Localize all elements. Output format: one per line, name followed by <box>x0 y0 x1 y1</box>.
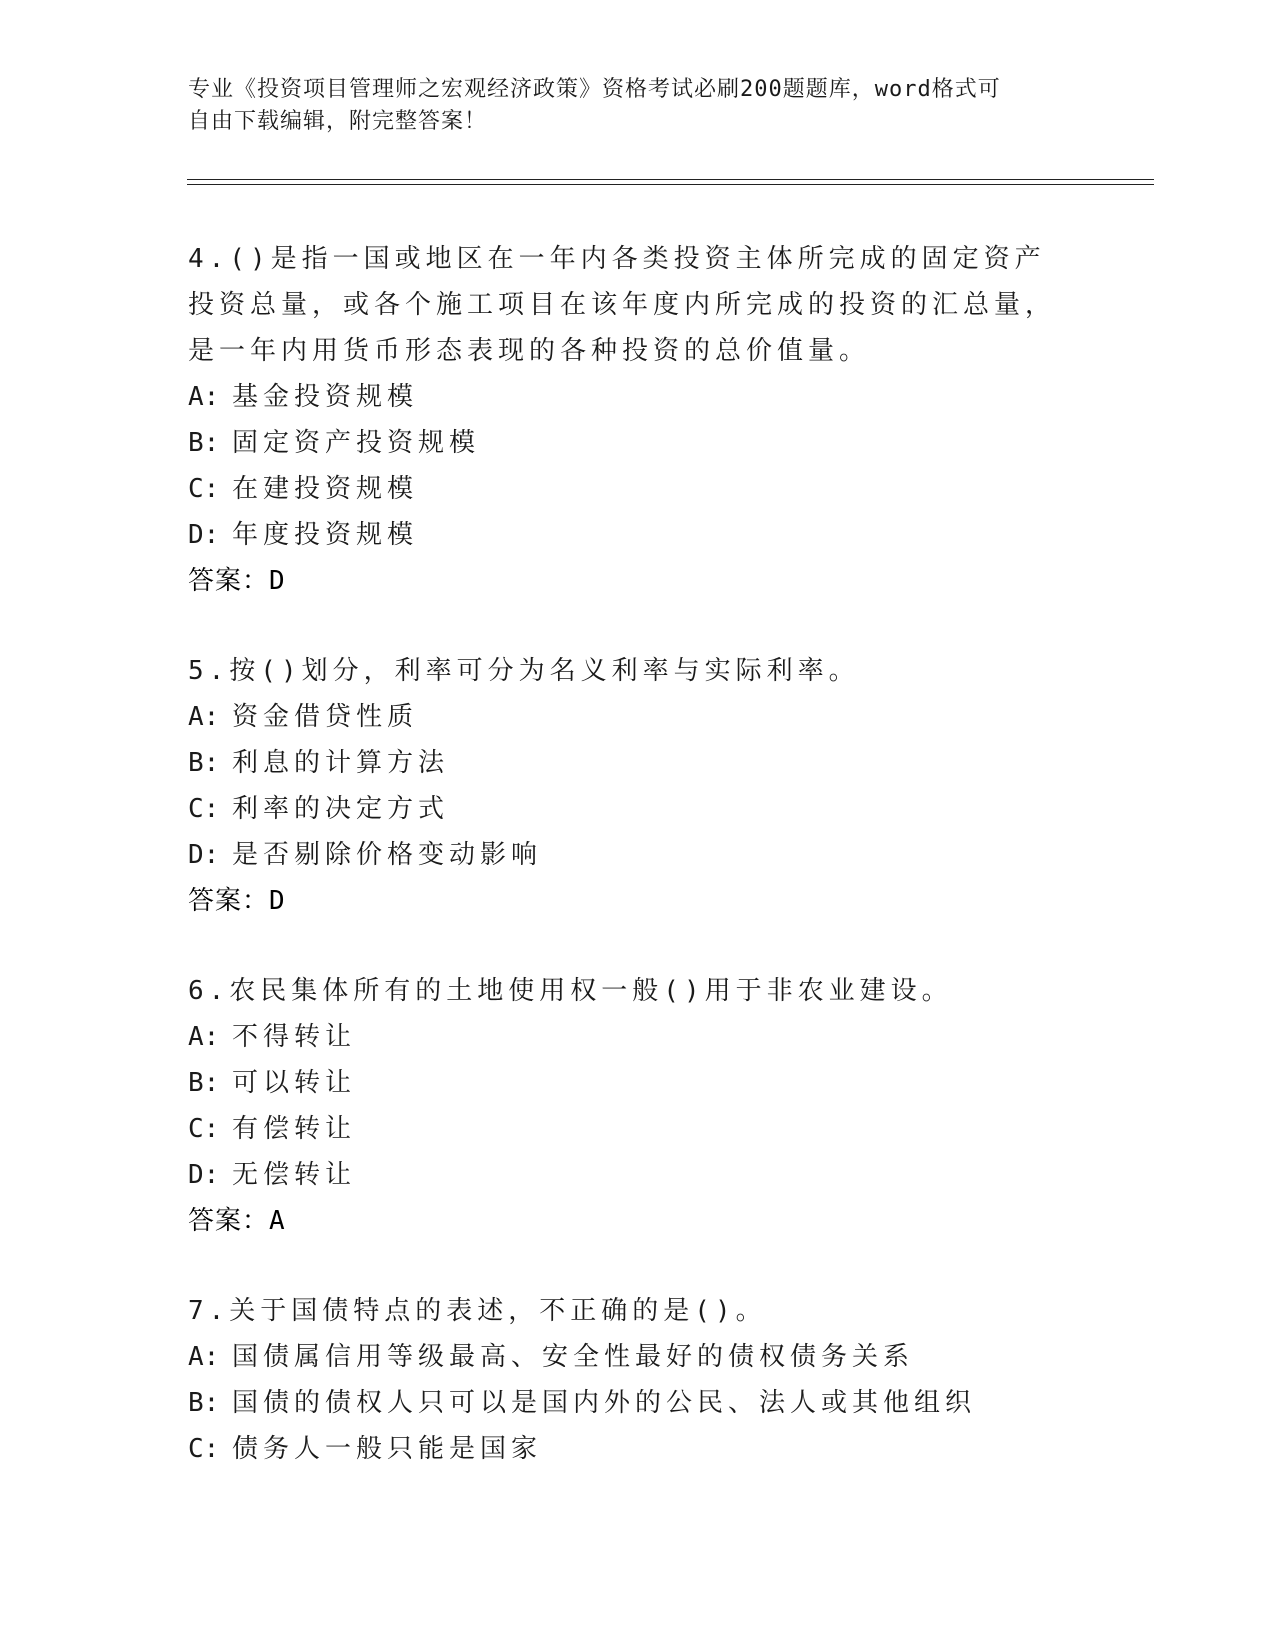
option-a <box>188 694 1068 740</box>
question-stem: 7.关于国债特点的表述，不正确的是()。 <box>188 1296 767 1326</box>
option-key: D: <box>188 840 220 870</box>
option-text: 不得转让 <box>232 1022 357 1052</box>
option-text: 利息的计算方法 <box>232 748 450 778</box>
option-key: B: <box>188 1388 220 1418</box>
header-divider-top <box>187 179 1154 180</box>
option-c <box>188 1426 1068 1472</box>
header-line-2: 自由下载编辑，附完整答案！ <box>188 109 488 134</box>
option-a <box>188 1014 1068 1060</box>
option-text: 有偿转让 <box>232 1114 357 1144</box>
question-stem: 4.()是指一国或地区在一年内各类投资主体所完成的固定资产投资总量，或各个施工项目在该年度内所完成的投资的汇总量，是一年内用货币形态表现的各种投资的总价值量。 <box>188 244 1057 366</box>
question-4 <box>188 236 1068 604</box>
option-key: C: <box>188 474 220 504</box>
option-key: B: <box>188 748 220 778</box>
answer-line: 答案：A <box>188 1206 286 1236</box>
answer-line: 答案：D <box>188 886 286 916</box>
document-header <box>188 74 1068 138</box>
option-b <box>188 1060 1068 1106</box>
option-text: 基金投资规模 <box>232 382 419 412</box>
option-key: A: <box>188 1342 220 1372</box>
option-d <box>188 1152 1068 1198</box>
question-7 <box>188 1288 1068 1472</box>
option-text: 固定资产投资规模 <box>232 428 481 458</box>
option-key: C: <box>188 794 220 824</box>
question-stem: 5.按()划分，利率可分为名义利率与实际利率。 <box>188 656 860 686</box>
option-key: B: <box>188 1068 220 1098</box>
question-stem: 6.农民集体所有的土地使用权一般()用于非农业建设。 <box>188 976 953 1006</box>
option-c <box>188 466 1068 512</box>
option-c <box>188 786 1068 832</box>
option-a <box>188 374 1068 420</box>
option-text: 在建投资规模 <box>232 474 419 504</box>
option-key: A: <box>188 702 220 732</box>
option-c <box>188 1106 1068 1152</box>
option-key: D: <box>188 520 220 550</box>
question-5 <box>188 648 1068 924</box>
option-key: D: <box>188 1160 220 1190</box>
option-d <box>188 512 1068 558</box>
option-key: B: <box>188 428 220 458</box>
option-key: A: <box>188 1022 220 1052</box>
option-text: 可以转让 <box>232 1068 357 1098</box>
option-text: 国债属信用等级最高、安全性最好的债权债务关系 <box>232 1342 915 1372</box>
option-b <box>188 740 1068 786</box>
option-b <box>188 1380 1068 1426</box>
option-text: 利率的决定方式 <box>232 794 450 824</box>
option-text: 国债的债权人只可以是国内外的公民、法人或其他组织 <box>232 1388 977 1418</box>
answer-line: 答案：D <box>188 566 286 596</box>
option-text: 债务人一般只能是国家 <box>232 1434 543 1464</box>
option-d <box>188 832 1068 878</box>
option-text: 年度投资规模 <box>232 520 419 550</box>
question-6 <box>188 968 1068 1244</box>
header-divider-bottom <box>187 184 1154 185</box>
header-line-1: 专业《投资项目管理师之宏观经济政策》资格考试必刷200题题库，word格式可 <box>188 77 1001 102</box>
option-b <box>188 420 1068 466</box>
option-text: 是否剔除价格变动影响 <box>232 840 543 870</box>
option-a <box>188 1334 1068 1380</box>
option-key: C: <box>188 1114 220 1144</box>
option-key: A: <box>188 382 220 412</box>
option-key: C: <box>188 1434 220 1464</box>
option-text: 资金借贷性质 <box>232 702 419 732</box>
option-text: 无偿转让 <box>232 1160 357 1190</box>
question-list <box>188 236 1068 1516</box>
